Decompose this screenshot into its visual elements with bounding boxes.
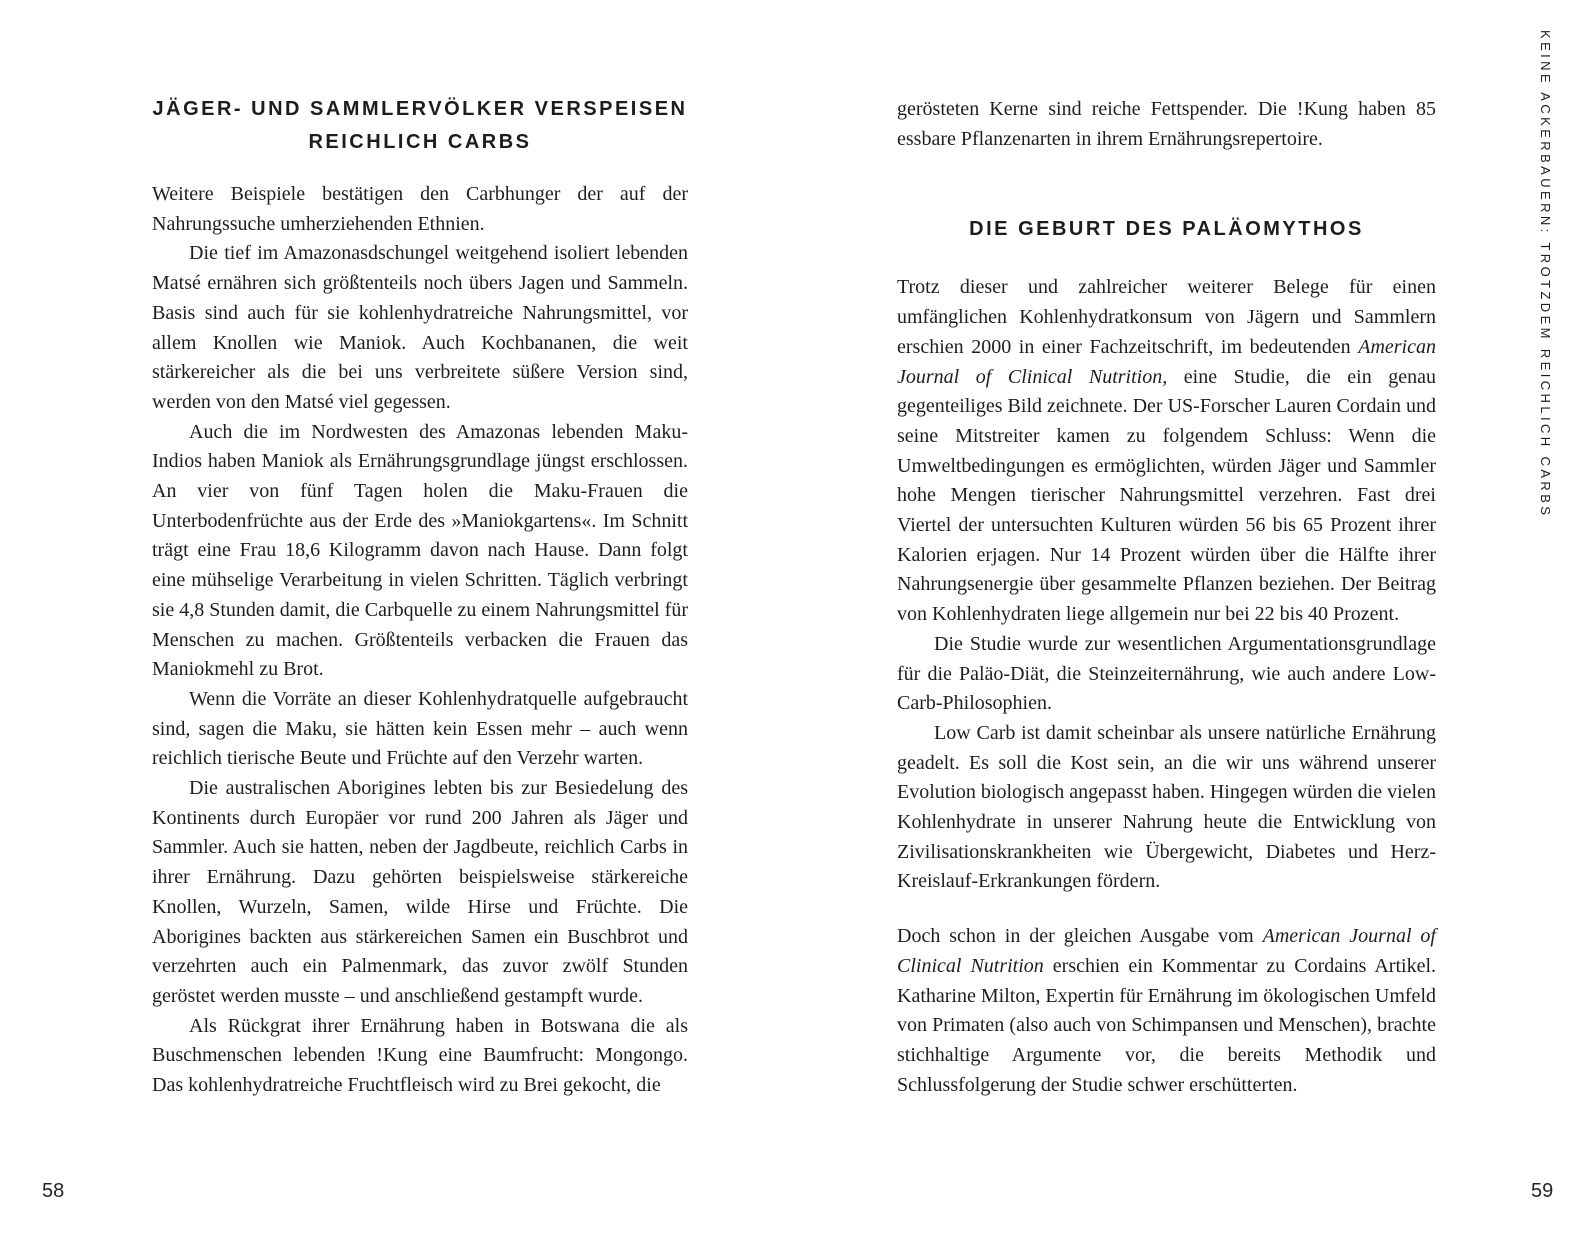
text-run: Die australischen Aborigines lebten bis zur Besiedelung des Kontinents durch Europäer vor rund 200 Jahren als Jäger und Sammler. Auch sie hatten, neben der Jagdbeute, reichlich Carbs in ihrer Ernährung. Dazu gehörten beispielsweise stärkereiche Knollen, Wurzeln, Samen, wilde Hirse und Früchte. Die Aborigines backten aus stärkereichen Samen ein Buschbrot und verzehrten auch ein Palmenmark, das zuvor zwölf Stunden geröstet werden musste – und anschließend gestampft wurde. xyxy=(152,777,688,1007)
text-run: erschien ein Kommentar zu Cordains Artikel. Katharine Milton, Expertin für Ernährung im ökologischen Umfeld von Primaten (also auch von Schimpansen und Menschen), brachte stichhaltige Argumente vor, die bereits Methodik und Schlussfolgerung der Studie schwer erschütterten. xyxy=(897,954,1437,1096)
left-page-body xyxy=(152,180,688,1101)
paragraph xyxy=(152,685,688,774)
page-number-left: 58 xyxy=(42,1180,65,1202)
section-heading-left xyxy=(152,93,688,159)
text-run: Weitere Beispiele bestätigen den Carbhunger der auf der Nahrungssuche umherziehenden Ethnien. xyxy=(152,183,688,235)
paragraph xyxy=(897,719,1436,897)
page-right xyxy=(897,95,1436,1100)
section-heading-right: DIE GEBURT DES PALÄOMYTHOS xyxy=(969,218,1364,241)
right-page-intro xyxy=(897,95,1436,154)
paragraph xyxy=(152,774,688,1012)
page-number-right: 59 xyxy=(1531,1180,1554,1202)
journal-title-italic: American Journal of Clinical Nutrition xyxy=(897,925,1436,977)
section-heading-left-line-1: JÄGER- UND SAMMLERVÖLKER VERSPEISEN xyxy=(152,98,688,120)
paragraph xyxy=(897,922,1436,1100)
text-run: Trotz dieser und zahlreicher weiterer Belege für einen umfänglichen Kohlenhydratkonsum von Jägern und Sammlern erschien 2000 in einer Fachzeitschrift, im bedeutenden xyxy=(897,276,1436,358)
text-run: eine Studie, die ein genau gegenteiliges Bild zeichnete. Der US-Forscher Lauren Cordain und seine Mitstreiter kamen zu folgendem Schluss: Wenn die Umweltbedingungen es ermöglichten, würden Jäger und Sammler hohe Mengen tierischer Nahrungsmittel verzehren. Fast drei Viertel der untersuchten Kulturen würden 56 bis 65 Prozent ihrer Kalorien erjagen. Nur 14 Prozent würden über die Hälfte ihrer Nahrungsenergie über gesammelte Pflanzen beziehen. Der Beitrag von Kohlenhydraten liege allgemein nur bei 22 bis 40 Prozent. xyxy=(897,365,1436,626)
text-run: Die tief im Amazonasdschungel weitgehend isoliert lebenden Matsé ernähren sich größtenteils noch übers Jagen und Sammeln. Basis sind auch für sie kohlenhydratreiche Nahrungsmittel, vor allem Knollen wie Maniok. Auch Kochbananen, die weit stärkereicher als die bei uns verbreitete süßere Version sind, werden von den Matsé viel gegessen. xyxy=(152,242,688,413)
paragraph xyxy=(152,418,688,685)
paragraph xyxy=(897,630,1436,719)
page-left xyxy=(152,93,688,1101)
margin-running-head: KEINE ACKERBAUERN: TROTZDEM REICHLICH CARBS xyxy=(1538,30,1553,519)
text-run: Low Carb ist damit scheinbar als unsere natürliche Ernährung geadelt. Es soll die Kost sein, an die wir uns während unserer Evolution biologisch angepasst haben. Hingegen würden die vielen Kohlenhydrate in unserer Nahrung heute die Entwicklung von Zivilisationskrankheiten wie Übergewicht, Diabetes und Herz-Kreislauf-Erkrankungen fördern. xyxy=(897,721,1436,893)
journal-title-italic: American Journal of Clinical Nutrition, xyxy=(897,335,1436,388)
text-run: Auch die im Nordwesten des Amazonas lebenden Maku-Indios haben Maniok als Ernährungsgrundlage jüngst erschlossen. An vier von fünf Tagen holen die Maku-Frauen die Unterbodenfrüchte aus der Erde des »Maniokgartens«. Im Schnitt trägt eine Frau 18,6 Kilogramm davon nach Hause. Dann folgt eine mühselige Verarbeitung in vielen Schritten. Täglich verbringt sie 4,8 Stunden damit, die Carbquelle zu einem Nahrungsmittel für Menschen zu machen. Größtenteils verbacken die Frauen das Maniokmehl zu Brot. xyxy=(152,420,688,681)
paragraph xyxy=(897,95,1436,154)
text-run: gerösteten Kerne sind reiche Fettspender. Die !Kung haben 85 essbare Pflanzenarten in ihrem Ernährungsrepertoire. xyxy=(897,98,1436,150)
paragraph xyxy=(152,180,688,239)
text-run: Wenn die Vorräte an dieser Kohlenhydratquelle aufgebraucht sind, sagen die Maku, sie hätten kein Essen mehr – auch wenn reichlich tierische Beute und Früchte auf den Verzehr warten. xyxy=(152,687,688,770)
paragraph xyxy=(897,273,1436,629)
text-run: Doch schon in der gleichen Ausgabe vom xyxy=(897,925,1263,948)
paragraph xyxy=(152,1012,688,1101)
text-run: Als Rückgrat ihrer Ernährung haben in Botswana die als Buschmenschen lebenden !Kung eine Baumfrucht: Mongongo. Das kohlenhydratreiche Fruchtfleisch wird zu Brei gekocht, die xyxy=(152,1014,688,1097)
paragraph xyxy=(152,239,688,417)
section-heading-left-line-2: REICHLICH CARBS xyxy=(308,131,532,153)
text-run: Die Studie wurde zur wesentlichen Argumentationsgrundlage für die Paläo-Diät, die Steinzeiternährung, wie auch andere Low-Carb-Philosophien. xyxy=(897,632,1436,715)
right-page-body xyxy=(897,273,1436,1100)
